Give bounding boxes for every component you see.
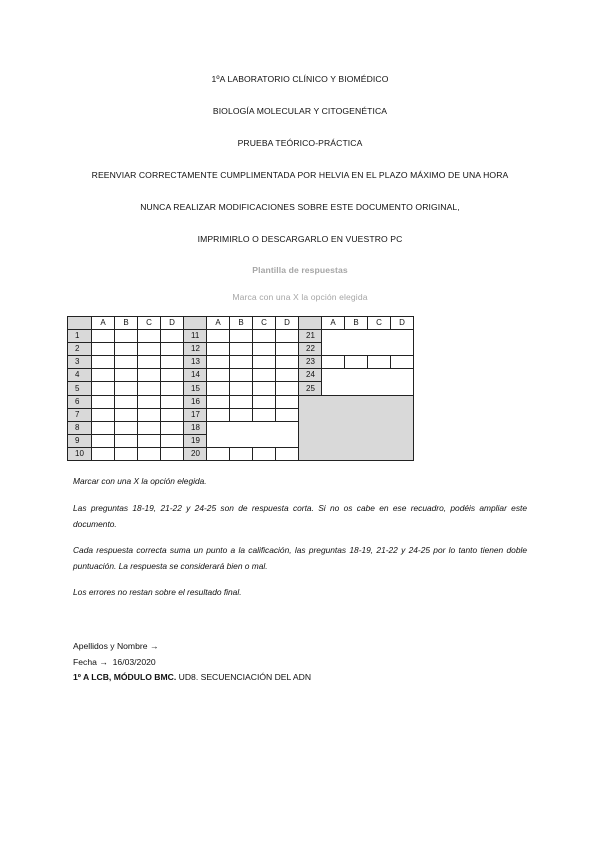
answer-cell[interactable] bbox=[207, 395, 230, 408]
answer-cell[interactable] bbox=[207, 408, 230, 421]
answer-cell[interactable] bbox=[207, 382, 230, 395]
question-number: 14 bbox=[184, 369, 207, 382]
answer-cell[interactable] bbox=[230, 330, 253, 343]
answer-cell[interactable] bbox=[207, 343, 230, 356]
answer-cell[interactable] bbox=[115, 408, 138, 421]
answer-cell[interactable] bbox=[115, 447, 138, 460]
answer-cell[interactable] bbox=[253, 343, 276, 356]
question-number: 3 bbox=[68, 356, 92, 369]
col-header-d: D bbox=[276, 317, 299, 330]
answer-cell[interactable] bbox=[253, 369, 276, 382]
exam-type: PRUEBA TEÓRICO-PRÁCTICA bbox=[237, 138, 363, 148]
answer-cell[interactable] bbox=[115, 395, 138, 408]
col-header-a: A bbox=[207, 317, 230, 330]
question-number: 15 bbox=[184, 382, 207, 395]
answer-cell[interactable] bbox=[138, 330, 161, 343]
question-number: 9 bbox=[68, 434, 92, 447]
answer-cell[interactable] bbox=[230, 395, 253, 408]
question-number: 12 bbox=[184, 343, 207, 356]
grid-row bbox=[68, 395, 414, 408]
submission-instruction: REENVIAR CORRECTAMENTE CUMPLIMENTADA POR HELVIA EN EL PLAZO MÁXIMO DE UNA HORA bbox=[91, 170, 509, 180]
instruction-scoring: Cada respuesta correcta suma un punto a la calificación, las preguntas 18-19, 21-22 y 24-25 por lo tanto tienen doble puntuación. La respuesta se considerará bien o mal. bbox=[73, 545, 527, 571]
answer-cell[interactable] bbox=[230, 447, 253, 460]
warning-line-2: IMPRIMIRLO O DESCARGARLO EN VUESTRO PC bbox=[197, 234, 403, 244]
answer-cell[interactable] bbox=[253, 382, 276, 395]
answer-cell[interactable] bbox=[345, 356, 368, 369]
instruction-short-answers: Las preguntas 18-19, 21-22 y 24-25 son de respuesta corta. Si no os cabe en ese recuadro, podéis ampliar este documento. bbox=[73, 503, 527, 529]
answer-cell[interactable] bbox=[276, 395, 299, 408]
answer-cell[interactable] bbox=[115, 356, 138, 369]
question-number: 4 bbox=[68, 369, 92, 382]
answer-cell[interactable] bbox=[138, 343, 161, 356]
template-subtitle: Marca con una X la opción elegida bbox=[232, 292, 368, 302]
answer-cell[interactable] bbox=[253, 408, 276, 421]
question-number: 11 bbox=[184, 330, 207, 343]
answer-cell[interactable] bbox=[138, 395, 161, 408]
answer-cell[interactable] bbox=[161, 343, 184, 356]
col-header-c: C bbox=[368, 317, 391, 330]
question-number: 5 bbox=[68, 382, 92, 395]
answer-cell[interactable] bbox=[115, 343, 138, 356]
answer-cell[interactable] bbox=[161, 330, 184, 343]
answer-cell[interactable] bbox=[230, 382, 253, 395]
col-header-d: D bbox=[161, 317, 184, 330]
answer-cell[interactable] bbox=[92, 395, 115, 408]
answer-cell[interactable] bbox=[276, 330, 299, 343]
col-header-b: B bbox=[230, 317, 253, 330]
grid-header-row bbox=[68, 317, 414, 330]
unit-title: UD8. SECUENCIACIÓN DEL ADN bbox=[178, 672, 312, 682]
question-number: 23 bbox=[299, 356, 322, 369]
subject-title: BIOLOGÍA MOLECULAR Y CITOGENÉTICA bbox=[212, 106, 388, 116]
answer-cell[interactable] bbox=[115, 382, 138, 395]
question-number: 2 bbox=[68, 343, 92, 356]
question-number: 22 bbox=[299, 343, 322, 356]
col-header-a: A bbox=[92, 317, 115, 330]
instruction-mark: Marcar con una X la opción elegida. bbox=[73, 476, 207, 486]
unused-shaded-area bbox=[299, 395, 414, 460]
answer-cell[interactable] bbox=[322, 356, 345, 369]
answer-cell[interactable] bbox=[253, 395, 276, 408]
answer-cell[interactable] bbox=[115, 434, 138, 447]
col-header-c: C bbox=[253, 317, 276, 330]
grid-row bbox=[68, 369, 414, 382]
answer-cell[interactable] bbox=[138, 356, 161, 369]
warning-line-1: NUNCA REALIZAR MODIFICACIONES SOBRE ESTE DOCUMENTO ORIGINAL, bbox=[140, 202, 460, 212]
answer-cell[interactable] bbox=[207, 369, 230, 382]
answer-cell[interactable] bbox=[253, 330, 276, 343]
question-number: 13 bbox=[184, 356, 207, 369]
grid-row bbox=[68, 356, 414, 369]
short-answer-box-24-25[interactable] bbox=[322, 369, 414, 395]
date-label: Fecha → bbox=[73, 657, 108, 667]
grid-row bbox=[68, 330, 414, 343]
question-number: 21 bbox=[299, 330, 322, 343]
answer-cell[interactable] bbox=[230, 356, 253, 369]
answer-cell[interactable] bbox=[276, 369, 299, 382]
question-number: 19 bbox=[184, 434, 207, 447]
name-field-label: Apellidos y Nombre → bbox=[73, 641, 159, 651]
answer-cell[interactable] bbox=[368, 356, 391, 369]
answer-cell[interactable] bbox=[92, 421, 115, 434]
col-header-d: D bbox=[391, 317, 414, 330]
module-title: 1º A LCB, MÓDULO BMC. bbox=[73, 672, 177, 682]
answer-cell[interactable] bbox=[161, 382, 184, 395]
answer-cell[interactable] bbox=[138, 369, 161, 382]
answer-cell[interactable] bbox=[92, 434, 115, 447]
question-number: 16 bbox=[184, 395, 207, 408]
answer-cell[interactable] bbox=[276, 343, 299, 356]
question-number: 10 bbox=[68, 447, 92, 460]
answer-cell[interactable] bbox=[230, 369, 253, 382]
answer-cell[interactable] bbox=[92, 330, 115, 343]
answer-cell[interactable] bbox=[391, 356, 414, 369]
answer-cell[interactable] bbox=[138, 382, 161, 395]
question-number: 8 bbox=[68, 421, 92, 434]
answer-cell[interactable] bbox=[161, 434, 184, 447]
short-answer-box-18-19[interactable] bbox=[207, 421, 299, 447]
grid-corner bbox=[299, 317, 322, 330]
col-header-b: B bbox=[115, 317, 138, 330]
answer-cell[interactable] bbox=[138, 408, 161, 421]
answer-cell[interactable] bbox=[161, 369, 184, 382]
answer-cell[interactable] bbox=[161, 421, 184, 434]
answer-cell[interactable] bbox=[161, 395, 184, 408]
col-header-a: A bbox=[322, 317, 345, 330]
answer-cell[interactable] bbox=[115, 369, 138, 382]
date-line bbox=[73, 657, 156, 667]
date-value: 16/03/2020 bbox=[112, 657, 156, 667]
answer-cell[interactable] bbox=[161, 408, 184, 421]
answer-cell[interactable] bbox=[138, 434, 161, 447]
question-number: 1 bbox=[68, 330, 92, 343]
answer-cell[interactable] bbox=[161, 447, 184, 460]
template-title: Plantilla de respuestas bbox=[252, 265, 348, 275]
course-title: 1ºA LABORATORIO CLÍNICO Y BIOMÉDICO bbox=[211, 74, 389, 84]
answer-cell[interactable] bbox=[138, 447, 161, 460]
module-line bbox=[73, 672, 311, 682]
answer-cell[interactable] bbox=[92, 343, 115, 356]
col-header-b: B bbox=[345, 317, 368, 330]
question-number: 25 bbox=[299, 382, 322, 395]
instruction-no-penalty: Los errores no restan sobre el resultado final. bbox=[73, 587, 242, 597]
question-number: 20 bbox=[184, 447, 207, 460]
short-answer-box-21-22[interactable] bbox=[322, 330, 414, 356]
answer-cell[interactable] bbox=[253, 356, 276, 369]
grid-corner bbox=[68, 317, 92, 330]
question-number: 17 bbox=[184, 408, 207, 421]
answer-grid bbox=[67, 316, 414, 461]
answer-cell[interactable] bbox=[207, 447, 230, 460]
answer-cell[interactable] bbox=[161, 356, 184, 369]
answer-cell[interactable] bbox=[115, 330, 138, 343]
answer-cell[interactable] bbox=[92, 408, 115, 421]
answer-cell[interactable] bbox=[276, 382, 299, 395]
answer-cell[interactable] bbox=[92, 356, 115, 369]
answer-cell[interactable] bbox=[253, 447, 276, 460]
question-number: 7 bbox=[68, 408, 92, 421]
answer-cell[interactable] bbox=[207, 330, 230, 343]
question-number: 6 bbox=[68, 395, 92, 408]
grid-corner bbox=[184, 317, 207, 330]
question-number: 18 bbox=[184, 421, 207, 434]
answer-cell[interactable] bbox=[138, 421, 161, 434]
answer-cell[interactable] bbox=[276, 356, 299, 369]
answer-cell[interactable] bbox=[276, 447, 299, 460]
answer-cell[interactable] bbox=[230, 408, 253, 421]
answer-cell[interactable] bbox=[115, 421, 138, 434]
question-number: 24 bbox=[299, 369, 322, 382]
answer-cell[interactable] bbox=[207, 356, 230, 369]
answer-cell[interactable] bbox=[276, 408, 299, 421]
answer-cell[interactable] bbox=[92, 369, 115, 382]
answer-cell[interactable] bbox=[92, 447, 115, 460]
answer-cell[interactable] bbox=[92, 382, 115, 395]
col-header-c: C bbox=[138, 317, 161, 330]
answer-cell[interactable] bbox=[230, 343, 253, 356]
